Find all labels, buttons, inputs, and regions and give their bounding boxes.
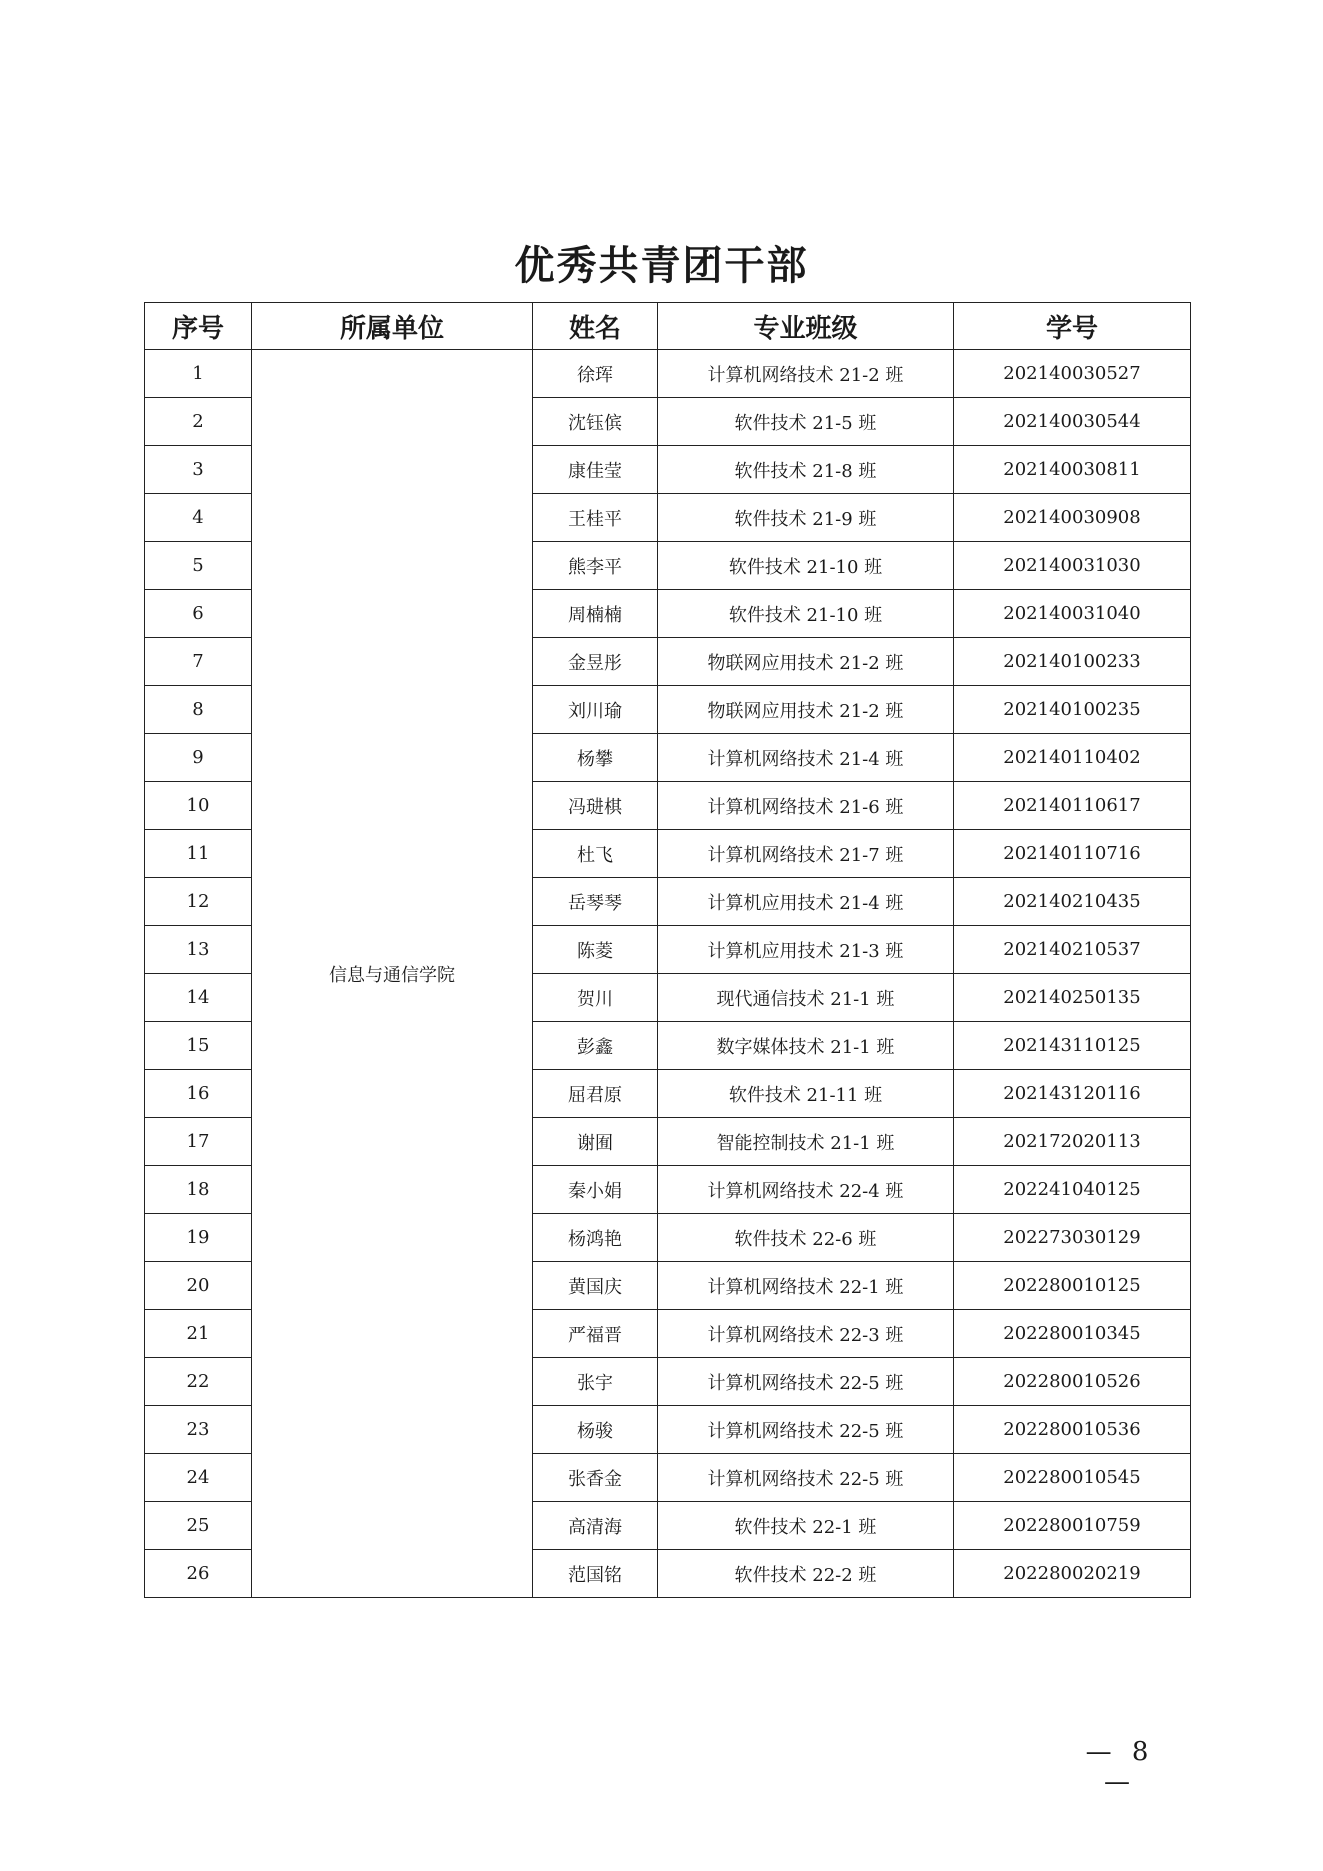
cell-serial: 11 — [145, 830, 252, 878]
cell-class: 智能控制技术 21-1 班 — [658, 1118, 954, 1166]
cell-serial: 4 — [145, 494, 252, 542]
cell-serial: 7 — [145, 638, 252, 686]
cell-student-id: 202280010536 — [954, 1406, 1191, 1454]
cell-name: 屈君原 — [533, 1070, 658, 1118]
cell-class: 物联网应用技术 21-2 班 — [658, 686, 954, 734]
cell-class: 软件技术 21-5 班 — [658, 398, 954, 446]
cell-class: 计算机网络技术 22-4 班 — [658, 1166, 954, 1214]
cell-name: 秦小娟 — [533, 1166, 658, 1214]
cell-student-id: 202143110125 — [954, 1022, 1191, 1070]
cell-serial: 18 — [145, 1166, 252, 1214]
cell-student-id: 202273030129 — [954, 1214, 1191, 1262]
cell-serial: 14 — [145, 974, 252, 1022]
cell-name: 杜飞 — [533, 830, 658, 878]
cell-serial: 15 — [145, 1022, 252, 1070]
cell-serial: 16 — [145, 1070, 252, 1118]
cell-class: 软件技术 21-11 班 — [658, 1070, 954, 1118]
cell-serial: 6 — [145, 590, 252, 638]
cell-student-id: 202280010526 — [954, 1358, 1191, 1406]
cell-class: 物联网应用技术 21-2 班 — [658, 638, 954, 686]
cell-class: 计算机应用技术 21-3 班 — [658, 926, 954, 974]
cell-student-id: 202280020219 — [954, 1550, 1191, 1598]
cell-class: 计算机网络技术 22-5 班 — [658, 1406, 954, 1454]
cell-serial: 25 — [145, 1502, 252, 1550]
cell-name: 高清海 — [533, 1502, 658, 1550]
roster-table — [144, 302, 1191, 1598]
cell-name: 严福晋 — [533, 1310, 658, 1358]
cell-name: 杨鸿艳 — [533, 1214, 658, 1262]
table-body — [145, 350, 1191, 1598]
cell-name: 熊李平 — [533, 542, 658, 590]
cell-student-id: 202140100233 — [954, 638, 1191, 686]
header-student-id: 学号 — [954, 303, 1191, 350]
cell-serial: 24 — [145, 1454, 252, 1502]
cell-name: 王桂平 — [533, 494, 658, 542]
table-row — [145, 350, 1191, 398]
cell-student-id: 202280010759 — [954, 1502, 1191, 1550]
cell-name: 彭鑫 — [533, 1022, 658, 1070]
cell-class: 软件技术 21-8 班 — [658, 446, 954, 494]
table-header-row — [145, 303, 1191, 350]
cell-student-id: 202140030908 — [954, 494, 1191, 542]
cell-class: 计算机应用技术 21-4 班 — [658, 878, 954, 926]
cell-name: 范国铭 — [533, 1550, 658, 1598]
header-class: 专业班级 — [658, 303, 954, 350]
header-name: 姓名 — [533, 303, 658, 350]
cell-class: 软件技术 22-6 班 — [658, 1214, 954, 1262]
cell-name: 杨攀 — [533, 734, 658, 782]
cell-student-id: 202140030811 — [954, 446, 1191, 494]
cell-class: 计算机网络技术 22-5 班 — [658, 1454, 954, 1502]
cell-student-id: 202140030527 — [954, 350, 1191, 398]
cell-class: 计算机网络技术 21-7 班 — [658, 830, 954, 878]
cell-serial: 21 — [145, 1310, 252, 1358]
page-title: 优秀共青团干部 — [514, 243, 809, 289]
cell-name: 金昱彤 — [533, 638, 658, 686]
cell-name: 贺川 — [533, 974, 658, 1022]
cell-serial: 23 — [145, 1406, 252, 1454]
cell-name: 陈菱 — [533, 926, 658, 974]
cell-class: 计算机网络技术 21-2 班 — [658, 350, 954, 398]
cell-name: 岳琴琴 — [533, 878, 658, 926]
cell-student-id: 202140031030 — [954, 542, 1191, 590]
cell-class: 数字媒体技术 21-1 班 — [658, 1022, 954, 1070]
cell-serial: 26 — [145, 1550, 252, 1598]
page-number: — 8 — — [1085, 1737, 1155, 1797]
cell-class: 软件技术 22-1 班 — [658, 1502, 954, 1550]
cell-name: 谢囿 — [533, 1118, 658, 1166]
cell-class: 计算机网络技术 21-6 班 — [658, 782, 954, 830]
cell-class: 软件技术 21-10 班 — [658, 590, 954, 638]
cell-unit: 信息与通信学院 — [252, 350, 533, 1598]
cell-name: 沈钰傧 — [533, 398, 658, 446]
cell-serial: 12 — [145, 878, 252, 926]
cell-student-id: 202140210435 — [954, 878, 1191, 926]
cell-student-id: 202280010345 — [954, 1310, 1191, 1358]
cell-serial: 9 — [145, 734, 252, 782]
cell-serial: 22 — [145, 1358, 252, 1406]
cell-serial: 8 — [145, 686, 252, 734]
header-serial: 序号 — [145, 303, 252, 350]
cell-student-id: 202280010545 — [954, 1454, 1191, 1502]
cell-class: 计算机网络技术 22-1 班 — [658, 1262, 954, 1310]
cell-name: 张香金 — [533, 1454, 658, 1502]
cell-name: 冯琎棋 — [533, 782, 658, 830]
cell-class: 计算机网络技术 22-3 班 — [658, 1310, 954, 1358]
cell-student-id: 202143120116 — [954, 1070, 1191, 1118]
cell-student-id: 202140030544 — [954, 398, 1191, 446]
cell-class: 软件技术 21-9 班 — [658, 494, 954, 542]
cell-name: 刘川瑜 — [533, 686, 658, 734]
cell-serial: 5 — [145, 542, 252, 590]
cell-class: 软件技术 22-2 班 — [658, 1550, 954, 1598]
cell-serial: 17 — [145, 1118, 252, 1166]
cell-class: 现代通信技术 21-1 班 — [658, 974, 954, 1022]
cell-class: 计算机网络技术 21-4 班 — [658, 734, 954, 782]
cell-serial: 3 — [145, 446, 252, 494]
cell-student-id: 202140110617 — [954, 782, 1191, 830]
cell-student-id: 202280010125 — [954, 1262, 1191, 1310]
cell-serial: 19 — [145, 1214, 252, 1262]
cell-serial: 13 — [145, 926, 252, 974]
cell-name: 杨骏 — [533, 1406, 658, 1454]
cell-student-id: 202140250135 — [954, 974, 1191, 1022]
cell-student-id: 202172020113 — [954, 1118, 1191, 1166]
cell-name: 黄国庆 — [533, 1262, 658, 1310]
cell-serial: 2 — [145, 398, 252, 446]
header-unit: 所属单位 — [252, 303, 533, 350]
cell-serial: 20 — [145, 1262, 252, 1310]
cell-class: 软件技术 21-10 班 — [658, 542, 954, 590]
cell-serial: 1 — [145, 350, 252, 398]
cell-student-id: 202140100235 — [954, 686, 1191, 734]
cell-class: 计算机网络技术 22-5 班 — [658, 1358, 954, 1406]
cell-student-id: 202140110716 — [954, 830, 1191, 878]
cell-student-id: 202241040125 — [954, 1166, 1191, 1214]
cell-student-id: 202140110402 — [954, 734, 1191, 782]
cell-name: 徐珲 — [533, 350, 658, 398]
cell-name: 康佳莹 — [533, 446, 658, 494]
cell-serial: 10 — [145, 782, 252, 830]
cell-student-id: 202140210537 — [954, 926, 1191, 974]
cell-name: 张宇 — [533, 1358, 658, 1406]
cell-student-id: 202140031040 — [954, 590, 1191, 638]
cell-name: 周楠楠 — [533, 590, 658, 638]
